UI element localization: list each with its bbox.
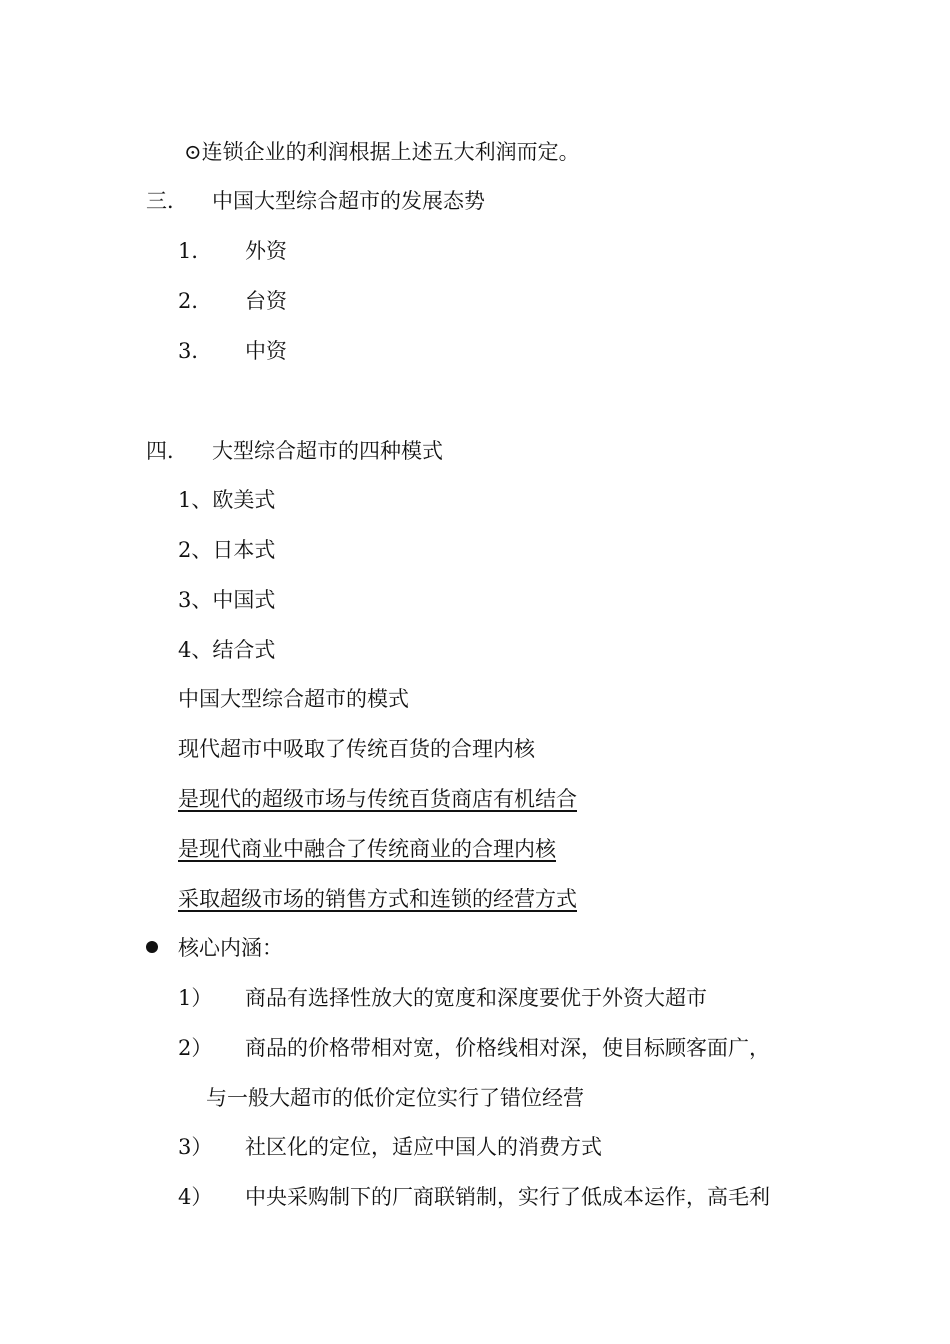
section-3-item-3: 中资 — [245, 339, 287, 363]
core-title: 核心内涵： — [178, 936, 283, 960]
section-3-item-1: 外资 — [245, 239, 287, 263]
core-item-3-number: 3） — [178, 1135, 213, 1159]
core-item-4: 中央采购制下的厂商联销制，实行了低成本运作，高毛利 — [245, 1185, 770, 1209]
profit-note: ⊙连锁企业的利润根据上述五大利润而定。 — [184, 140, 580, 164]
core-item-2-continued: 与一般大超市的低价定位实行了错位经营 — [206, 1086, 584, 1110]
model-line-2: 是现代的超级市场与传统百货商店有机结合 — [178, 787, 577, 811]
model-line-1: 现代超市中吸取了传统百货的合理内核 — [178, 737, 535, 761]
core-item-4-number: 4） — [178, 1185, 213, 1209]
core-item-1: 商品有选择性放大的宽度和深度要优于外资大超市 — [245, 986, 707, 1010]
section-4-heading: 大型综合超市的四种模式 — [212, 439, 443, 463]
section-3-number: 三． — [146, 189, 188, 213]
core-item-2: 商品的价格带相对宽，价格线相对深，使目标顾客面广， — [245, 1036, 770, 1060]
bullet-icon — [146, 941, 158, 953]
model-item-2: 2、日本式 — [178, 538, 276, 562]
section-3-item-2-number: 2． — [178, 289, 213, 313]
core-item-3: 社区化的定位，适应中国人的消费方式 — [245, 1135, 602, 1159]
core-item-2-number: 2） — [178, 1036, 213, 1060]
section-3-heading: 中国大型综合超市的发展态势 — [212, 189, 485, 213]
section-3-item-2: 台资 — [245, 289, 287, 313]
section-4-number: 四． — [146, 439, 188, 463]
model-item-3: 3、中国式 — [178, 588, 276, 612]
model-line-4: 采取超级市场的销售方式和连锁的经营方式 — [178, 887, 577, 911]
section-3-item-1-number: 1． — [178, 239, 213, 263]
section-3-item-3-number: 3． — [178, 339, 213, 363]
model-item-4: 4、结合式 — [178, 638, 276, 662]
core-item-1-number: 1） — [178, 986, 213, 1010]
model-title: 中国大型综合超市的模式 — [178, 687, 409, 711]
model-item-1: 1、欧美式 — [178, 488, 276, 512]
model-line-3: 是现代商业中融合了传统商业的合理内核 — [178, 837, 556, 861]
